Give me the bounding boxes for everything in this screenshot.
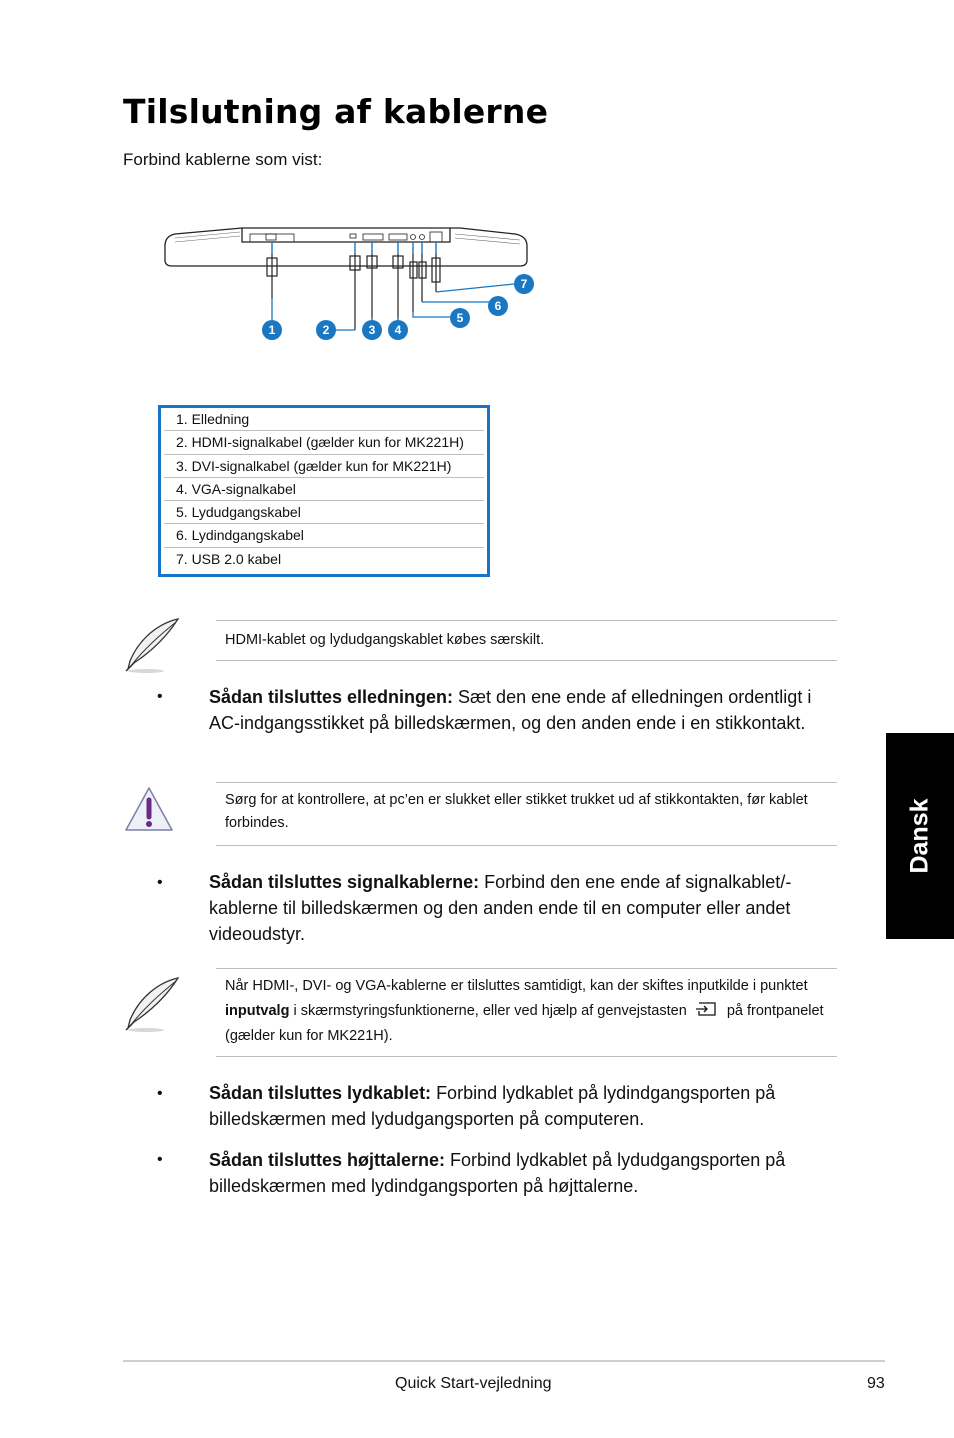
intro-text: Forbind kablerne som vist: [123,150,323,169]
callout-label: 7 [520,277,528,291]
bullet-marker: • [157,874,163,891]
page-number: 93 [867,1375,885,1392]
callout-label: 4 [394,323,402,337]
bullet-marker: • [157,1151,163,1168]
callout-label: 1 [268,323,276,337]
bullet-signal-cable: Sådan tilsluttes signalkablerne: Forbind den ene ende af signalkablet/-kablerne til billedskærmen og den anden ende til en computer eller andet videoudstyr. [209,872,792,944]
bullet-marker: • [157,688,163,705]
callout-label: 3 [368,323,376,337]
footer-divider [123,1360,885,1362]
bullet-speakers: Sådan tilsluttes højttalerne: Forbind lydkablet på lydudgangsporten på billedskærmen med lydindgangsporten på højttalerne. [209,1150,786,1196]
note-feather-icon [120,615,184,675]
legend-item: 4. VGA-signalkabel [164,478,484,501]
footer-guide-name: Quick Start-vejledning [395,1375,552,1392]
legend-item: 5. Lydudgangskabel [164,501,484,524]
input-select-key-icon [695,1001,719,1017]
language-tab: Dansk [886,733,954,939]
note-input-select: Når HDMI-, DVI- og VGA-kablerne er tilsluttes samtidigt, kan der skiftes inputkilde i punktet inputvalg i skærmstyringsfunktionerne, eller ved hjælp af genvejstasten på frontpanelet (gælder kun for MK221H). [216,968,837,1057]
bullet-audio-cable: Sådan tilsluttes lydkablet: Forbind lydkablet på lydindgangsporten på billedskærmen med lydudgangsporten på computeren. [209,1083,776,1129]
legend-item: 2. HDMI-signalkabel (gælder kun for MK221H) [164,431,484,454]
callout-label: 6 [494,299,502,313]
bullet-power-cable: Sådan tilsluttes elledningen: Sæt den ene ende af elledningen ordentligt i AC-indgangsstikket på billedskærmen, og den anden ende i en stikkontakt. [209,687,812,733]
cable-legend [158,405,490,577]
callout-label: 5 [456,311,464,325]
legend-item: 7. USB 2.0 kabel [176,550,282,567]
page-title: Tilslutning af kablerne [123,92,549,131]
note-purchase: HDMI-kablet og lydudgangskablet købes særskilt. [216,620,837,661]
legend-item: 6. Lydindgangskabel [164,524,484,547]
bullet-marker: • [157,1085,163,1102]
note-feather-icon [120,974,184,1034]
legend-item: 1. Elledning [164,408,484,431]
cable-diagram [160,212,540,352]
legend-item: 3. DVI-signalkabel (gælder kun for MK221H) [164,455,484,478]
warning-note: Sørg for at kontrollere, at pc’en er slukket eller stikket trukket ud af stikkontakten, før kablet forbindes. [216,782,837,846]
warning-icon [122,784,176,836]
callout-label: 2 [322,323,330,337]
